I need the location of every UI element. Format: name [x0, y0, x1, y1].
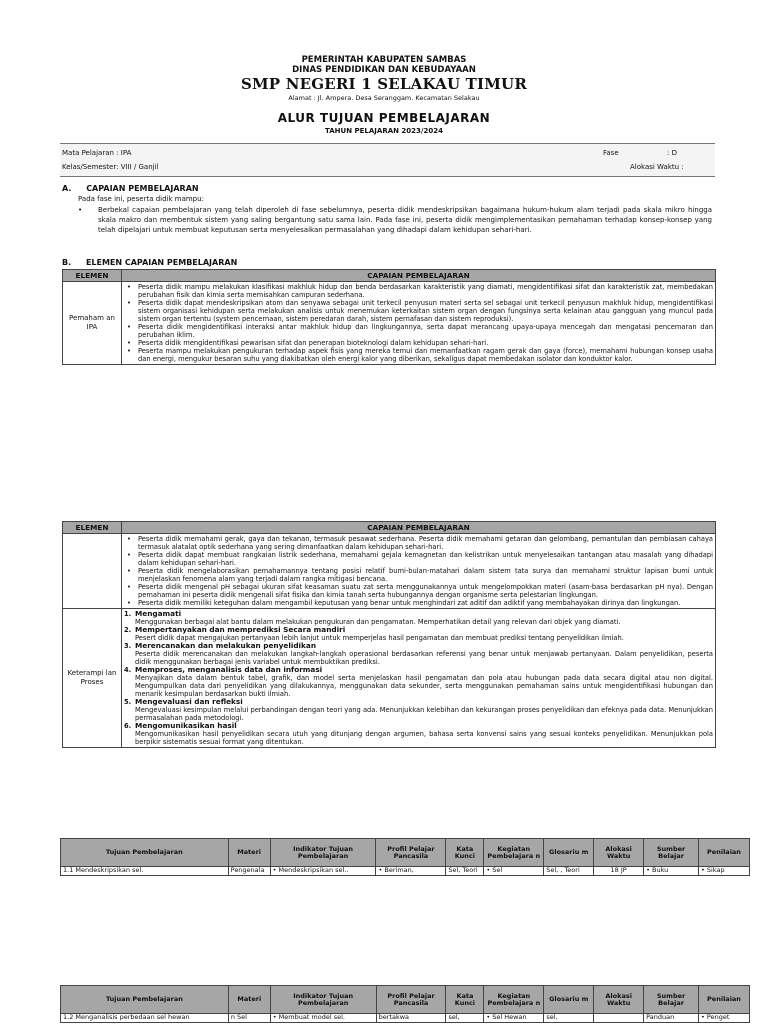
column-header-kegiatan: Kegiatan Pembelajara n [484, 986, 544, 1014]
item-heading: Mengomunikasikan hasil [135, 721, 237, 730]
column-header-indikator: Indikator Tujuan Pembelajaran [270, 839, 376, 867]
column-header-kegiatan: Kegiatan Pembelajara n [484, 839, 544, 867]
item-number: 4. [124, 666, 132, 674]
list-item [124, 665, 713, 698]
column-header-capaian: CAPAIAN PEMBELAJARAN [122, 522, 716, 534]
item-number: 6. [124, 722, 132, 730]
column-header-elemen: ELEMEN [63, 270, 122, 282]
bullet-icon: • [78, 206, 83, 214]
list-item: • Peserta didik mengenal pH sebagai ukuran sifat keasaman suatu zat serta menggunakannya untuk mengelompokkan materi (asam-basa berdasarkan pH nya). Dengan pemahaman ini peserta didik mengenali sifat fisika dan kimia tanah serta hubungannya dengan organisme serta pelestarian lingkungan. [138, 583, 713, 599]
cell-profil: bertakwa [376, 1014, 446, 1023]
column-header-kata-kunci: Kata Kunci [446, 839, 484, 867]
capaian-cell [122, 282, 716, 365]
column-header-capaian: CAPAIAN PEMBELAJARAN [122, 270, 716, 282]
cell-materi: Pengenala [228, 867, 270, 876]
cell-tujuan: 1.2 Menganalisis perbedaan sel hewan [61, 1014, 229, 1023]
letterhead-government [0, 55, 768, 75]
capaian-cell [122, 534, 716, 609]
section-a-bullet [78, 205, 712, 235]
capaian-list [124, 535, 713, 607]
item-number: 3. [124, 642, 132, 650]
school-address: Alamat : Jl. Ampera. Desa Seranggam. Kecamatan Selakau [288, 94, 480, 102]
cell-penilaian: • Penget [699, 1014, 750, 1023]
cell-tujuan: 1.1 Mendeskripsikan sel. [61, 867, 229, 876]
item-description: Menggunakan berbagai alat bantu dalam melakukan pengukuran dan pengamatan. Memperhatikan detail yang relevan dari objek yang diamati. [135, 618, 621, 626]
item-description: Pesert didik dapat mengajukan pertanyaan lebih lanjut untuk memperjelas hasil pengamatan dan membuat prediksi tentang penyelidikan ilmiah. [135, 634, 624, 642]
government-name: PEMERINTAH KABUPATEN SAMBAS [301, 55, 467, 65]
column-header-alokasi: Alokasi Waktu [594, 839, 644, 867]
list-item: • Peserta didik mengidentifikasi pewarisan sifat dan penerapan bioteknologi dalam kehidupan sehari-hari. [138, 339, 713, 347]
subject-label: Mata Pelajaran : IPA [62, 149, 132, 157]
table-header-row [63, 522, 716, 534]
table-header-row [63, 270, 716, 282]
column-header-materi: Materi [228, 986, 270, 1014]
document-title: ALUR TUJUAN PEMBELAJARAN [277, 111, 491, 125]
school-name: SMP NEGERI 1 SELAKAU TIMUR [240, 75, 528, 93]
table-row [61, 1014, 750, 1023]
cell-sumber: Panduan [644, 1014, 699, 1023]
course-info-box [60, 143, 715, 177]
phase-value: : D [667, 149, 677, 157]
column-header-glosarium: Glosariu m [544, 839, 594, 867]
tujuan-pembelajaran-table-1 [60, 838, 750, 876]
section-a-title: CAPAIAN PEMBELAJARAN [86, 184, 199, 193]
cell-indikator: • Mendeskripsikan sel.. [270, 867, 376, 876]
list-item: • Peserta didik mengidentifikasi interaksi antar makhluk hidup dan lingkungannya, serta dapat merancang upaya-upaya mencegah dan mengatasi pencemaran dan perubahan iklim. [138, 323, 713, 339]
item-heading: Mengevaluasi dan refleksi [135, 697, 243, 706]
section-a-intro: Pada fase ini, peserta didik mampu: [78, 195, 204, 203]
proses-list [124, 610, 713, 746]
proses-cell [122, 609, 716, 748]
column-header-tujuan: Tujuan Pembelajaran [61, 839, 229, 867]
column-header-elemen: ELEMEN [63, 522, 122, 534]
section-a-bullet-text: Berbekal capaian pembelajaran yang telah diperoleh di fase sebelumnya, peserta didik mendeskripsikan bagaimana hukum-hukum alam terjadi pada skala mikro hingga skala makro dan membentuk sistem yang saling bergantung satu sama lain. Pada fase ini, peserta didik mengimplementasikan pemahaman terhadap konsep-konsep yang telah dipelajari untuk membuat keputusan serta menyelesaikan permasalahan yang dihadapi dalam kehidupan sehari-hari. [98, 206, 712, 234]
list-item: • Peserta didik memahami gerak, gaya dan tekanan, termasuk pesawat sederhana. Peserta didik memahami getaran dan gelombang, pemantulan dan pembiasan cahaya termasuk alatalat optik sederhana yang sering dimanfaatkan dalam kehidupan sehari-hari. [138, 535, 713, 551]
item-description: Mengomunikasikan hasil penyelidikan secara utuh yang ditunjang dengan argumen, bahasa serta konvensi sains yang sesuai konteks penyelidikan. Menunjukkan pola berpikir sistematis sesuai format yang ditentukan. [135, 730, 713, 746]
item-description: Mengevaluasi kesimpulan melalui perbandingan dengan teori yang ada. Menunjukkan kelebihan dan kekurangan proses penyelidikan dan efeknya pada data. Menunjukkan permasalahan pada metodologi. [135, 706, 713, 722]
item-number: 2. [124, 626, 132, 634]
item-number: 5. [124, 698, 132, 706]
cell-profil: • Beriman, [376, 867, 446, 876]
column-header-indikator: Indikator Tujuan Pembelajaran [270, 986, 376, 1014]
phase-label: Fase [603, 149, 619, 157]
elemen-cell: Keterampi lan Proses [63, 609, 122, 748]
table-row [63, 534, 716, 609]
item-heading: Mempertanyakan dan memprediksi Secara mandiri [135, 625, 346, 634]
item-description: Peserta didik merencanakan dan melakukan langkah-langkah operasional berdasarkan referensi yang benar untuk menjawab pertanyaan. Dalam penyelidikan, peserta didik menggunakan berbagai jenis variabel untuk membuktikan prediksi. [135, 650, 713, 666]
capaian-table-2 [62, 521, 716, 748]
list-item [124, 625, 713, 642]
column-header-sumber: Sumber Belajar [644, 986, 699, 1014]
section-b-heading [62, 258, 237, 267]
class-semester-label: Kelas/Semester: VIII / Ganjil [62, 163, 159, 171]
item-description: Menyajikan data dalam bentuk tabel, grafik, dan model serta menjelaskan hasil pengamatan dan pola atau hubungan pada data secara digital atau non digital. Mengumpulkan data dari penyelidikan yang dilakukannya, menggunakan data sekunder, serta menggunakan pemahaman sains untuk mengidentifikasi hubungan dan menarik kesimpulan berdasarkan bukti ilmiah. [135, 674, 713, 698]
section-b-title: ELEMEN CAPAIAN PEMBELAJARAN [85, 258, 238, 267]
capaian-table-1 [62, 269, 716, 365]
item-heading: Memproses, menganalisis data dan informasi [135, 665, 323, 674]
cell-sumber: • Buku [644, 867, 699, 876]
cell-materi: n Sel [228, 1014, 270, 1023]
list-item: • Peserta didik dapat membuat rangkaian listrik sederhana, memahami gejala kemagnetan dan kelistrikan untuk menyelesaikan tantangan atau masalah yang dihadapi dalam kehidupan sehari-hari. [138, 551, 713, 567]
academic-year: TAHUN PELAJARAN 2023/2024 [325, 127, 443, 135]
item-heading: Mengamati [135, 609, 182, 618]
section-a-marker: A. [62, 184, 72, 193]
column-header-profil: Profil Pelajar Pancasila [376, 839, 446, 867]
cell-kegiatan: • Sel [484, 867, 544, 876]
column-header-tujuan: Tujuan Pembelajaran [61, 986, 229, 1014]
column-header-penilaian: Penilaian [698, 839, 749, 867]
cell-kata-kunci: sel, [446, 1014, 484, 1023]
list-item [124, 697, 713, 722]
table-row [61, 867, 750, 876]
column-header-sumber: Sumber Belajar [644, 839, 699, 867]
section-b-marker: B. [62, 258, 72, 267]
table-row [63, 282, 716, 365]
list-item: • Peserta didik memiliki keteguhan dalam mengambil keputusan yang benar untuk menghindari zat aditif dan adiktif yang membahayakan dirinya dan lingkungan. [138, 599, 713, 607]
elemen-cell: Pemaham an IPA [63, 282, 122, 365]
cell-kata-kunci: Sel, Teori [446, 867, 484, 876]
time-allocation-label: Alokasi Waktu : [630, 163, 684, 171]
list-item [124, 721, 713, 746]
cell-kegiatan: • Sel Hewan [484, 1014, 544, 1023]
list-item: • Peserta didik mengelaborasikan pemahamannya tentang posisi relatif bumi-bulan-matahari dalam sistem tata surya dan memahami struktur lapisan bumi untuk menjelaskan fenomena alam yang terjadi dalam rangka mitigasi bencana. [138, 567, 713, 583]
section-a-heading [62, 184, 199, 193]
table-row [63, 609, 716, 748]
column-header-profil: Profil Pelajar Pancasila [376, 986, 446, 1014]
column-header-materi: Materi [228, 839, 270, 867]
list-item: • Peserta mampu melakukan pengukuran terhadap aspek fisis yang mereka temui dan memanfaatkan ragam gerak dan gaya (force), memahami hubungan konsep usaha dan energi, mengukur besaran suhu yang diakibatkan oleh energi kalor yang diberikan, sekaligus dapat membedakan isolator dan konduktor kalor. [138, 347, 713, 363]
elemen-cell [63, 534, 122, 609]
cell-indikator: • Membuat model sel. [270, 1014, 376, 1023]
cell-alokasi: 18 JP [594, 867, 644, 876]
column-header-penilaian: Penilaian [699, 986, 750, 1014]
column-header-kata-kunci: Kata Kunci [446, 986, 484, 1014]
list-item: • Peserta didik dapat mendeskripsikan atom dan senyawa sebagai unit terkecil penyusun materi serta sel sebagai unit terkecil penyusun makhluk hidup, mengidentifikasi sistem organisasi kehidupan serta melakukan analisis untuk menemukan keterkaitan sistem organ dengan fungsinya serta kelainan atau gangguan yang muncul pada sistem organ tertentu (system pencernaan, sistem peredaran darah, sistem pernafasan dan sistem reproduksi). [138, 299, 713, 323]
tujuan-pembelajaran-table-2 [60, 985, 750, 1023]
column-header-alokasi: Alokasi Waktu [594, 986, 644, 1014]
column-header-glosarium: Glosariu m [544, 986, 594, 1014]
cell-glosarium: sel, [544, 1014, 594, 1023]
department-name: DINAS PENDIDIKAN DAN KEBUDAYAAN [292, 65, 476, 75]
table-header-row [61, 839, 750, 867]
item-number: 1. [124, 610, 132, 618]
list-item [124, 609, 713, 626]
cell-glosarium: Sel, , Teori [544, 867, 594, 876]
item-heading: Merencanakan dan melakukan penyelidikan [135, 641, 317, 650]
cell-penilaian: • Sikap [698, 867, 749, 876]
cell-alokasi [594, 1014, 644, 1023]
table-header-row [61, 986, 750, 1014]
capaian-list [124, 283, 713, 363]
list-item [124, 641, 713, 666]
list-item: • Peserta didik mampu melakukan klasifikasi makhluk hidup dan benda berdasarkan karakteristik yang diamati, mengidentifikasi sifat dan karakteristik zat, membedakan perubahan fisik dan kimia serta memisahkan campuran sederhana. [138, 283, 713, 299]
